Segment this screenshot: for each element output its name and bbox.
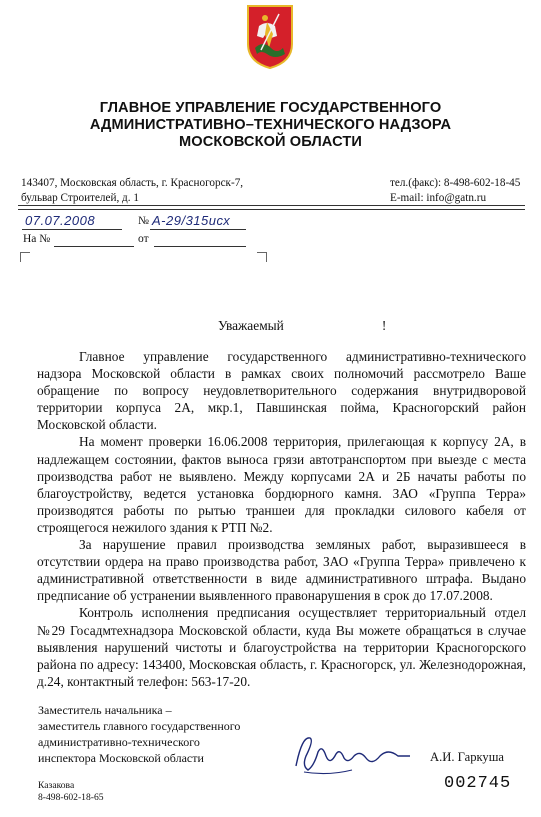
- reference-underline: [54, 246, 134, 247]
- paragraph-1: Главное управление государственного административно-технического надзора Московской области в рамках своих полномочий рассмотрело Ваше обращение по вопросу неудовлетворительного содержания внутридворовой территории корпуса 2А, мкр.1, Павшинская пойма, Красногорский район Московской области.: [37, 349, 526, 433]
- reference-label: На №: [23, 233, 51, 245]
- letter-number: А-29/315исх: [152, 213, 231, 228]
- signatory-line-4: инспектора Московской области: [38, 751, 204, 765]
- letter-date: 07.07.2008: [25, 213, 96, 228]
- paragraph-4: Контроль исполнения предписания осуществляет территориальный отдел №29 Госадмтехнадзора Московской области, куда Вы можете обращаться в случае выявления нарушений чистоты и благоустройства на территории Красногорского района по адресу: 143400, Московская область, г. Красногорск, ул. Железнодорожная, д.24, контактный телефон: 563-17-20.: [37, 605, 526, 689]
- greeting: [218, 318, 386, 334]
- paragraph-2: На момент проверки 16.06.2008 территория, прилегающая к корпусу 2А, в надлежащем состоянии, фактов выноса грязи автотранспортом при выезде с места производства работ не выявлено. Между корпусами 2А и 2Б начаты работы по благоустройству, ведется установка бордюрного камня. ЗАО «Группа Терра» производятся работы по рытью траншеи для прокладки силового кабеля от строящегося нежилого здания к РТП №2.: [37, 434, 526, 535]
- organization-line-1: ГЛАВНОЕ УПРАВЛЕНИЕ ГОСУДАРСТВЕННОГО: [99, 100, 442, 116]
- number-label: №: [138, 215, 149, 227]
- executor-phone: 8-498-602-18-65: [38, 792, 104, 803]
- email: E-mail: info@gatn.ru: [390, 191, 487, 204]
- header-rule-top: [18, 205, 525, 206]
- signatory-title: [38, 702, 240, 766]
- signatory-line-3: административно-технического: [38, 735, 200, 749]
- handwritten-signature: [288, 726, 416, 784]
- from-label: от: [138, 233, 149, 245]
- phone-fax: тел.(факс): 8-498-602-18-45: [390, 177, 521, 189]
- address-corner-left: [20, 252, 30, 262]
- contact-info: [390, 176, 520, 205]
- signatory-line-1: Заместитель начальника –: [38, 703, 172, 717]
- paragraph-3: За нарушение правил производства земляных работ, выразившееся в отсутствии ордера на право производства работ, ЗАО «Группа Терра» привлечено к административной ответственности в виде административного штрафа. Выдано предписание об устранении выявленного правонарушения в срок до 17.07.2008.: [37, 537, 526, 604]
- organization-line-3: МОСКОВСКОЙ ОБЛАСТИ: [179, 134, 362, 150]
- coat-of-arms-icon: [245, 4, 295, 70]
- organization-line-2: АДМИНИСТРАТИВНО–ТЕХНИЧЕСКОГО НАДЗОРА: [89, 117, 452, 133]
- number-underline: [150, 229, 246, 230]
- signatory-name: А.И. Гаркуша: [430, 750, 505, 764]
- organization-header: [0, 100, 541, 151]
- address-corner-right: [257, 252, 267, 262]
- registration-stamp-number: 002745: [444, 774, 512, 793]
- date-underline: [22, 229, 122, 230]
- address-line-1: 143407, Московская область, г. Красногорск-7,: [21, 177, 244, 189]
- signatory-line-2: заместитель главного государственного: [38, 719, 241, 733]
- letter-body: [37, 348, 526, 690]
- executor-name: Казакова: [38, 780, 75, 791]
- from-underline: [154, 246, 246, 247]
- address-line-2: бульвар Строителей, д. 1: [21, 191, 139, 204]
- executor-info: [38, 780, 104, 804]
- postal-address: [21, 176, 243, 205]
- header-rule-bottom: [18, 209, 525, 210]
- greeting-mark: !: [381, 318, 387, 333]
- greeting-word: Уважаемый: [218, 318, 284, 333]
